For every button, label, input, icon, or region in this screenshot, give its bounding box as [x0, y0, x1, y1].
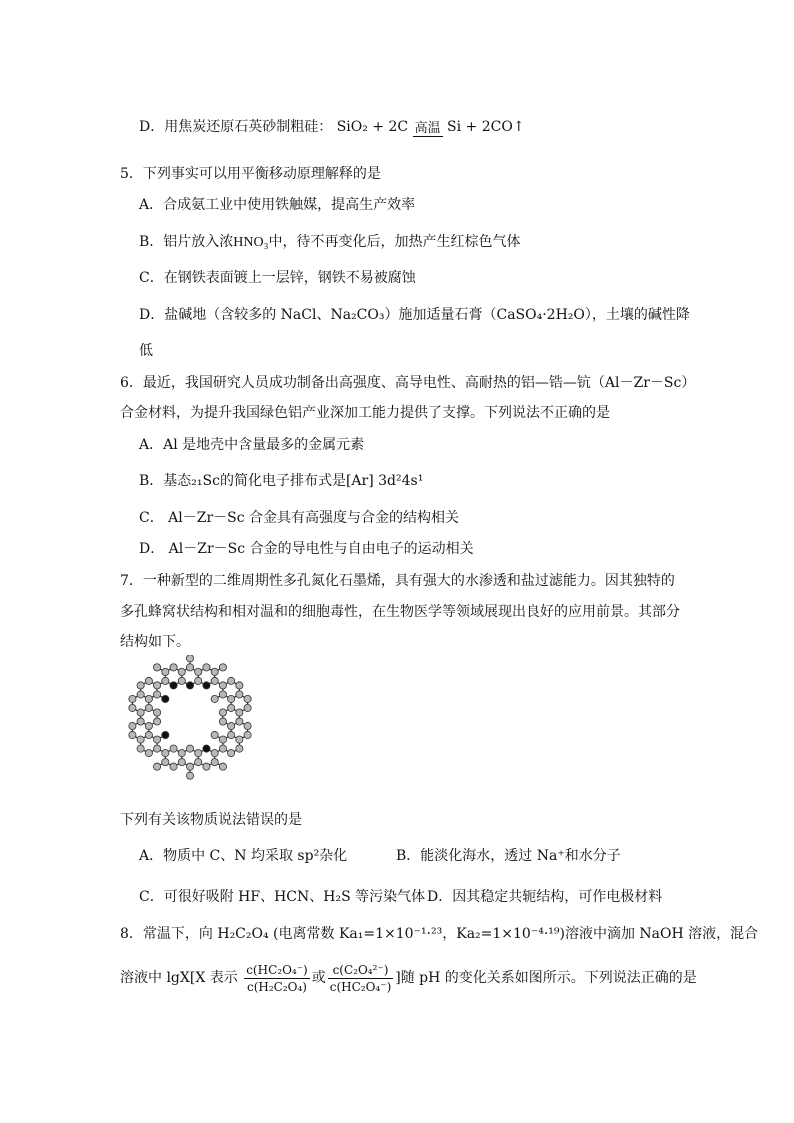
nitrogen-atom: [162, 731, 169, 738]
carbon-atom: [153, 745, 160, 752]
carbon-atom: [170, 745, 177, 752]
carbon-atom: [186, 772, 193, 779]
carbon-atom: [153, 682, 160, 689]
carbon-atom: [211, 668, 218, 675]
q5-d-pre: D．盐碱地（含较多的 NaCl、Na₂CO₃）施加适量石膏（: [139, 307, 497, 323]
carbon-atom: [203, 763, 210, 770]
carbon-atom: [228, 722, 235, 729]
carbon-atom: [219, 709, 226, 716]
carbon-atom: [219, 745, 226, 752]
q8-f1-num: c(HC₂O₄⁻): [246, 962, 308, 977]
carbon-atom: [244, 731, 251, 738]
carbon-atom: [137, 736, 144, 743]
q5-b-formula: HNO₃: [233, 235, 269, 250]
carbon-atom: [178, 750, 185, 757]
carbon-atom: [170, 763, 177, 770]
q8-line-1: 8．常温下，向 H₂C₂O₄ (电离常数 Ka₁=1×10⁻¹·²³，Ka₂=1×10⁻⁴·¹⁹)溶液中滴加 NaOH 溶液，混合: [120, 926, 759, 942]
carbon-atom: [178, 668, 185, 675]
q5-d-formula: CaSO₄·2H₂O: [496, 307, 585, 323]
q5-b-post: 中，待不再变化后，加热产生红棕色气体: [268, 234, 521, 250]
q7-option-c: C．可很好吸附 HF、HCN、H₂S 等污染气体: [139, 889, 426, 905]
q6-b-config: [Ar] 3d²4s¹: [345, 473, 424, 489]
nitrogen-atom: [170, 682, 177, 689]
carbon-atom: [219, 691, 226, 698]
carbon-atom: [137, 682, 144, 689]
carbon-atom: [228, 750, 235, 757]
q5-option-b: [139, 232, 521, 253]
carbon-atom: [219, 718, 226, 725]
carbon-atom: [129, 704, 136, 711]
carbon-atom: [137, 691, 144, 698]
carbon-atom: [195, 759, 202, 766]
carbon-atom: [162, 668, 169, 675]
q6-b-atom: ₂₁Sc: [191, 473, 220, 489]
q7-stem-1: 7．一种新型的二维周期性多孔氮化石墨烯，具有强大的水渗透和盐过滤能力。因其独特的: [120, 573, 675, 589]
q6-option-c: C． Al－Zr－Sc 合金具有高强度与合金的结构相关: [139, 510, 460, 526]
q8-or: 或: [311, 970, 326, 986]
carbon-atom: [203, 664, 210, 671]
carbon-atom: [236, 745, 243, 752]
carbon-atom: [195, 750, 202, 757]
carbon-atom: [137, 709, 144, 716]
carbon-atom: [228, 677, 235, 684]
q7-prompt: 下列有关该物质说法错误的是: [120, 812, 302, 828]
carbon-atom: [162, 750, 169, 757]
q5-d-post: ），土壤的碱性降: [584, 307, 690, 323]
nitrogen-atom: [162, 695, 169, 702]
q8-fraction-2: [328, 962, 394, 995]
q5-b-pre: B．铝片放入浓: [139, 234, 234, 250]
carbon-atom: [219, 736, 226, 743]
q5-option-d-cont: 低: [139, 343, 153, 359]
carbon-atom: [228, 704, 235, 711]
carbon-atom: [178, 759, 185, 766]
carbon-atom: [219, 664, 226, 671]
nitrogen-atom: [203, 745, 210, 752]
carbon-atom: [145, 695, 152, 702]
carbon-atom: [195, 677, 202, 684]
carbon-atom: [228, 695, 235, 702]
q7-stem-2: 多孔蜂窝状结构和相对温和的细胞毒性，在生物医学等领域展现出良好的应用前景。其部分: [120, 604, 680, 620]
q6-option-d: D． Al－Zr－Sc 合金的导电性与自由电子的运动相关: [139, 541, 474, 557]
carbon-atom: [211, 759, 218, 766]
carbon-atom: [244, 722, 251, 729]
q8-fraction-1: [244, 962, 310, 995]
q8-f2-num: c(C₂O₄²⁻): [328, 962, 394, 979]
q5-option-d: [139, 305, 690, 325]
carbon-atom: [244, 704, 251, 711]
carbon-atom: [186, 745, 193, 752]
carbon-atom: [236, 691, 243, 698]
carbon-atom: [137, 745, 144, 752]
q6-b-mid: 的简化电子排布式是: [219, 473, 346, 489]
carbon-atom: [153, 691, 160, 698]
q6-stem-2: 合金材料，为提升我国绿色铝产业深加工能力提供了支撑。下列说法不正确的是: [120, 405, 610, 421]
carbon-atom: [162, 759, 169, 766]
carbon-atom: [219, 682, 226, 689]
q8-pre: 溶液中 lgX[X 表示: [120, 970, 238, 986]
carbon-atom: [129, 695, 136, 702]
carbon-atom: [153, 718, 160, 725]
carbon-atom: [153, 763, 160, 770]
carbon-atom: [211, 695, 218, 702]
q6-b-pre: B．基态: [139, 473, 192, 489]
porous-graphene-structure: [120, 655, 260, 780]
carbon-atom: [236, 709, 243, 716]
q8-f2-den: c(HC₂O₄⁻): [329, 979, 392, 994]
carbon-atom: [153, 736, 160, 743]
q8-post: ]随 pH 的变化关系如图所示。下列说法正确的是: [395, 970, 697, 986]
carbon-atom: [186, 763, 193, 770]
q5-stem: 5．下列事实可以用平衡移动原理解释的是: [120, 166, 381, 182]
carbon-atom: [145, 750, 152, 757]
carbon-atom: [195, 668, 202, 675]
carbon-atom: [153, 709, 160, 716]
carbon-atom: [153, 664, 160, 671]
carbon-atom: [236, 682, 243, 689]
nitrogen-atom: [203, 682, 210, 689]
q6-stem-1: 6．最近，我国研究人员成功制备出高强度、高导电性、高耐热的铝—锆—钪（Al－Zr－Sc）: [120, 375, 696, 391]
carbon-atom: [137, 718, 144, 725]
q7-option-a: A．物质中 C、N 均采取 sp²杂化: [139, 848, 348, 864]
carbon-atom: [219, 763, 226, 770]
q4-eq-right: Si + 2CO↑: [447, 119, 525, 135]
carbon-atom: [211, 731, 218, 738]
q4-option-d: [139, 117, 525, 137]
carbon-atom: [228, 731, 235, 738]
carbon-atom: [236, 718, 243, 725]
carbon-atom: [236, 736, 243, 743]
carbon-atom: [211, 750, 218, 757]
carbon-atom: [145, 731, 152, 738]
carbon-atom: [178, 677, 185, 684]
q8-line-2: [120, 961, 697, 995]
q6-option-b: [139, 471, 423, 491]
carbon-atom: [145, 677, 152, 684]
carbon-atom: [244, 695, 251, 702]
q5-option-c: C．在钢铁表面镀上一层锌，钢铁不易被腐蚀: [139, 270, 416, 286]
carbon-atom: [145, 704, 152, 711]
carbon-atom: [145, 722, 152, 729]
carbon-atom: [170, 664, 177, 671]
q7-stem-3: 结构如下。: [120, 634, 190, 650]
q4-eq-left: SiO₂ + 2C: [336, 119, 409, 135]
q4-eq-arrow: [413, 122, 443, 137]
q4-option-d-text: D．用焦炭还原石英砂制粗硅：: [139, 119, 333, 135]
q5-option-a: A．合成氨工业中使用铁触媒，提高生产效率: [139, 197, 416, 213]
carbon-atom: [129, 722, 136, 729]
q7-option-d: D．因其稳定共轭结构，可作电极材料: [427, 889, 663, 905]
carbon-atom: [186, 655, 193, 662]
carbon-atom: [129, 731, 136, 738]
nitrogen-atom: [186, 682, 193, 689]
carbon-atom: [162, 677, 169, 684]
q6-option-a: A．Al 是地壳中含量最多的金属元素: [139, 437, 365, 453]
carbon-atom: [186, 664, 193, 671]
q8-f1-den: c(H₂C₂O₄): [246, 979, 307, 994]
carbon-atom: [211, 677, 218, 684]
q4-eq-condition: 高温: [414, 121, 441, 136]
q7-option-b: B．能淡化海水，透过 Na⁺和水分子: [396, 848, 621, 864]
